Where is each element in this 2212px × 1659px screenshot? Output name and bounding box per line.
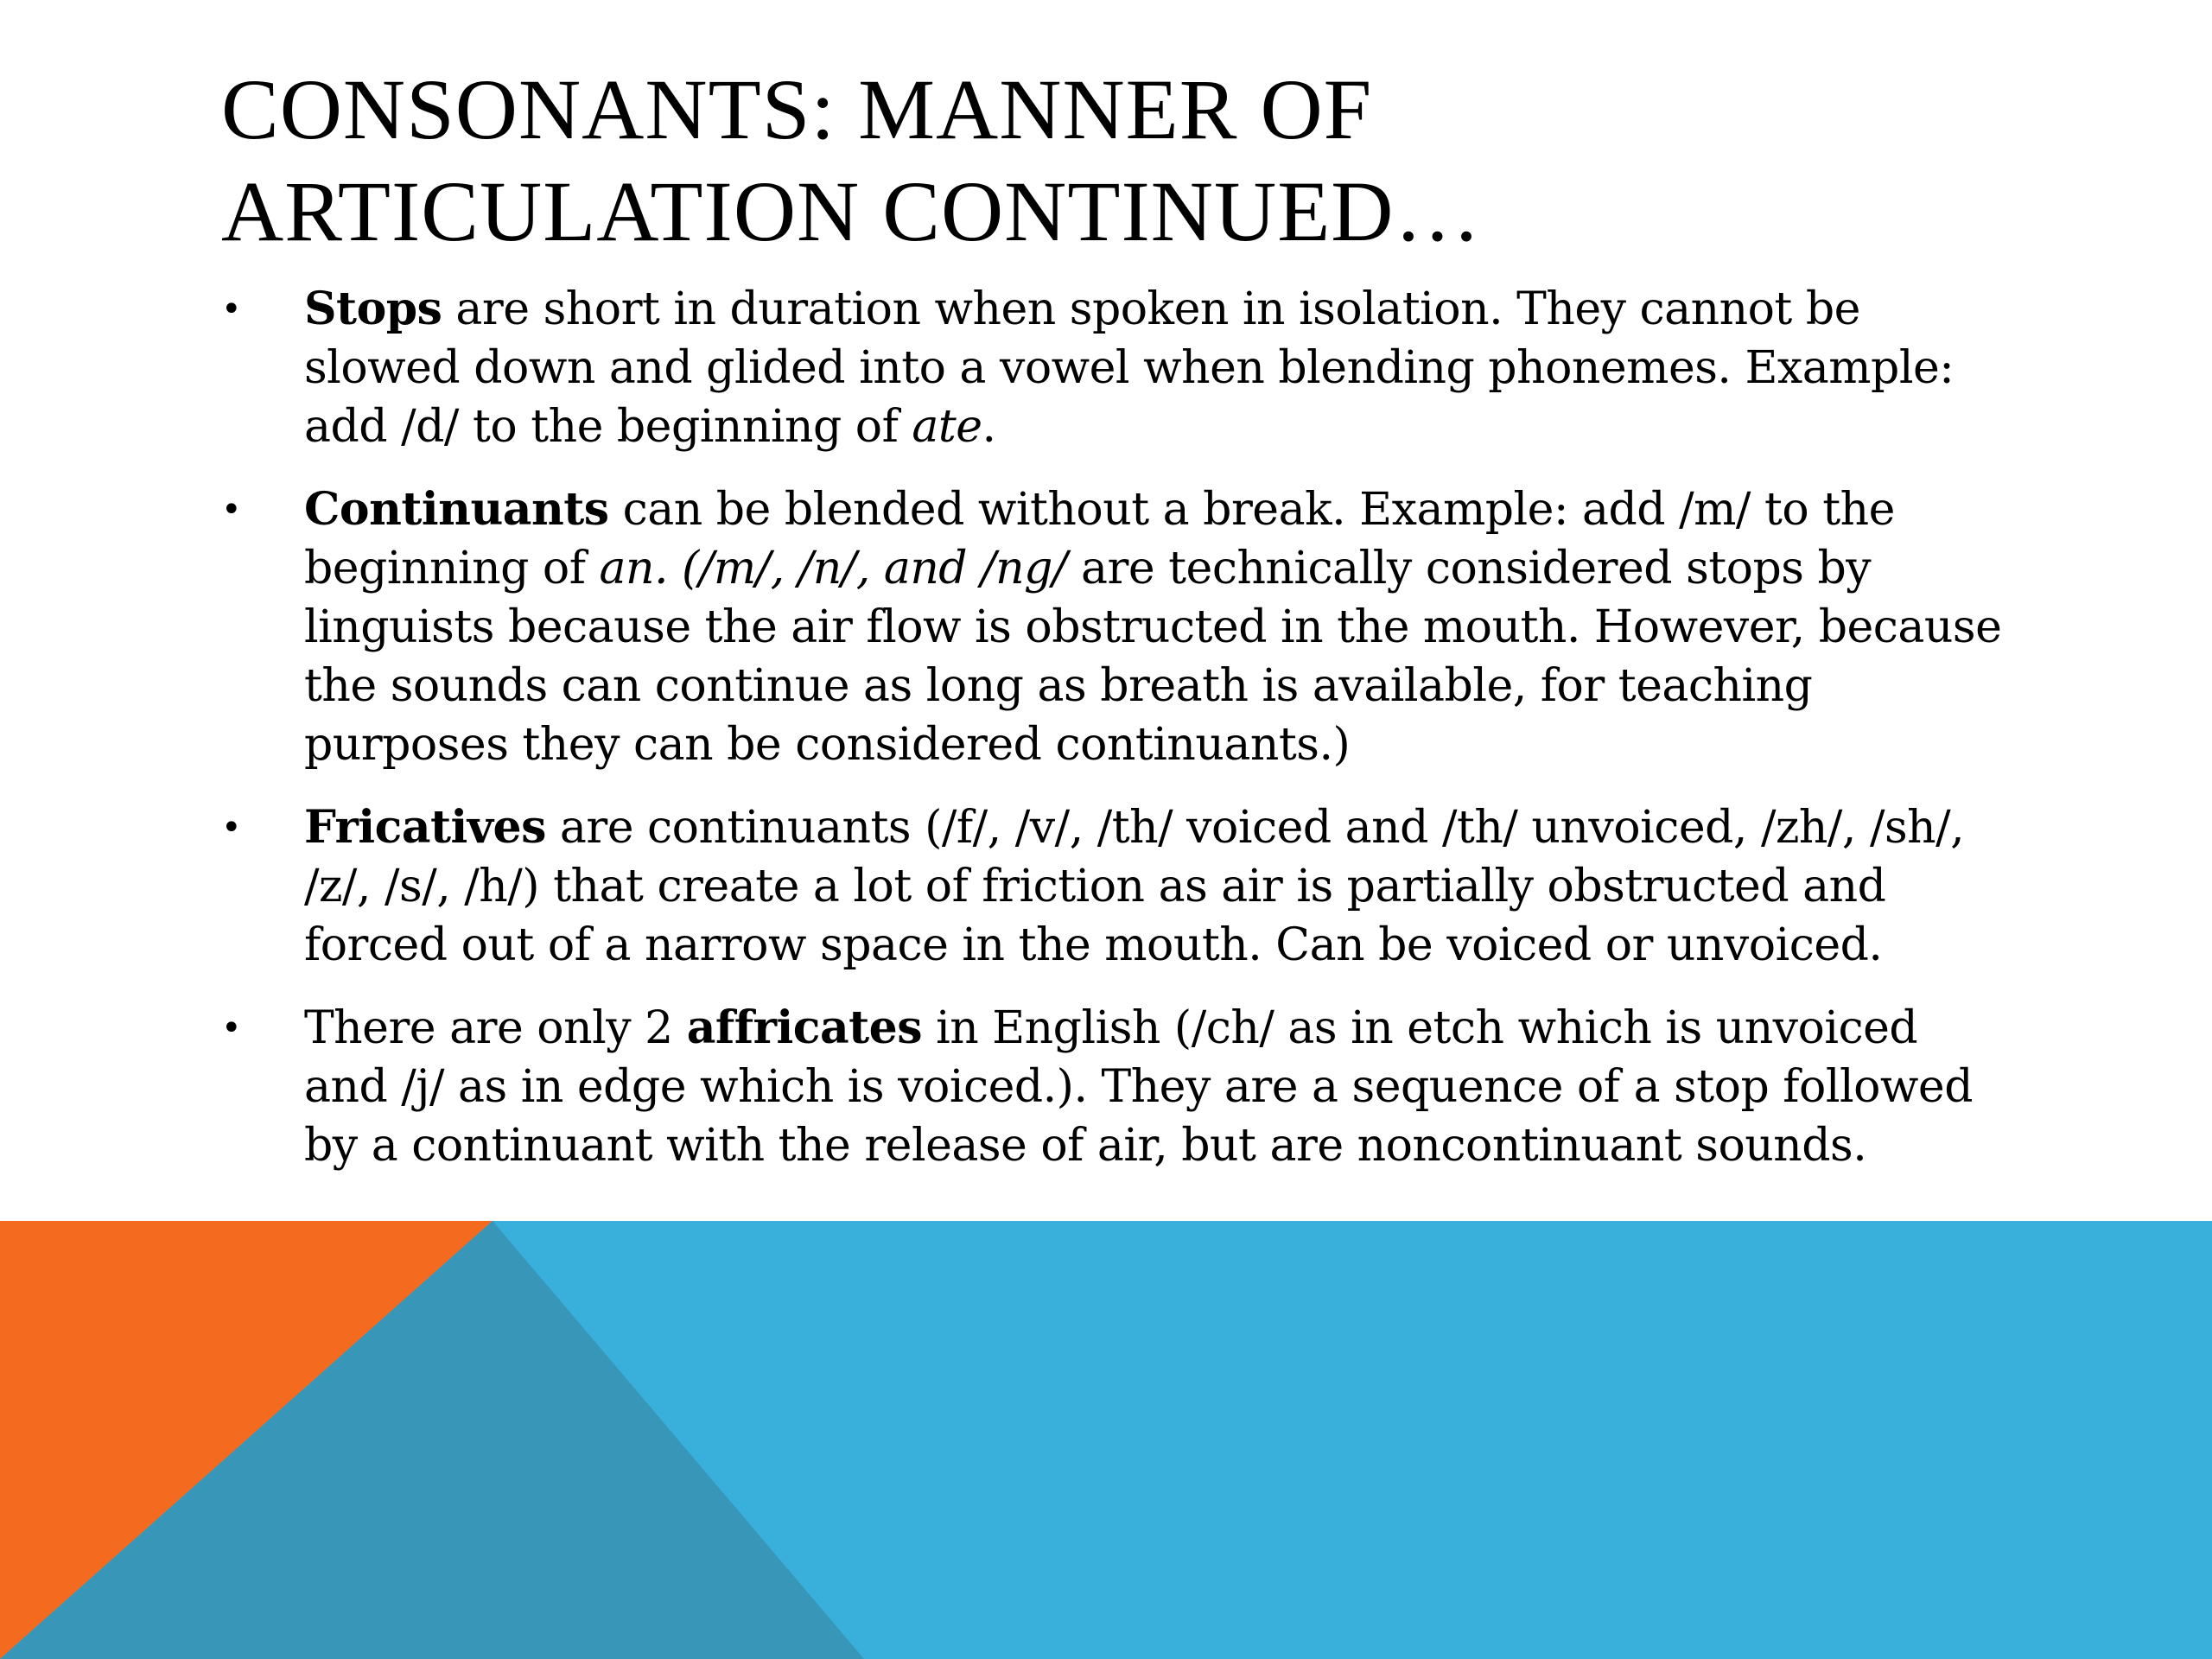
example-word: ate xyxy=(912,401,982,453)
bullet-text-end: are technically considered stops by linguists because the air flow is obstructed in the mouth. However, because the sounds can continue as long as breath is available, for teaching purposes they can be considered continuants.) xyxy=(304,543,2002,771)
decorative-footer-band xyxy=(0,1221,2212,1659)
slide-title-line-1: CONSONANTS: MANNER OF xyxy=(221,61,1373,157)
term-fricatives: Fricatives xyxy=(304,801,546,854)
bullet-stops xyxy=(221,280,2010,456)
bullet-text: can be blended without a break. Example: add /m/ to the beginning of xyxy=(304,484,1895,594)
bullet-dot: • xyxy=(221,289,242,329)
bullet-text: are continuants (/f/, /v/, /th/ voiced and /th/ unvoiced, /zh/, /sh/, /z/, /s/, /h/) that create a lot of friction as air is partially obstructed and forced out of a narrow space in the mouth. Can be voiced or unvoiced. xyxy=(304,802,1965,971)
slide-title-line-2: ARTICULATION CONTINUED… xyxy=(221,163,1482,259)
term-continuants: Continuants xyxy=(304,483,609,536)
example-phonemes: an. (/m/, /n/, and /ng/ xyxy=(599,543,1067,594)
bullet-dot: • xyxy=(221,808,242,848)
bullet-prefix: There are only 2 xyxy=(304,1002,687,1054)
bullet-text: are short in duration when spoken in isolation. They cannot be slowed down and glided into a vowel when blending phonemes. Example: add /d/ to the beginning of xyxy=(304,283,1955,453)
bullet-dot: • xyxy=(221,490,242,530)
bullet-dot: • xyxy=(221,1008,242,1048)
slide-title xyxy=(221,59,2036,263)
bullet-list xyxy=(221,280,2010,1199)
term-affricates: affricates xyxy=(686,1001,923,1054)
footer-band-graphic xyxy=(0,1221,2212,1659)
term-stops: Stops xyxy=(304,283,442,335)
bullet-continuants xyxy=(221,480,2010,774)
bullet-affricates xyxy=(221,999,2010,1175)
bullet-text-end: . xyxy=(982,401,996,453)
bullet-text: in English (/ch/ as in etch which is unvoiced and /j/ as in edge which is voiced.). They are a sequence of a stop followed by a continuant with the release of air, but are noncontinuant sounds. xyxy=(304,1002,1973,1172)
bullet-fricatives xyxy=(221,798,2010,975)
